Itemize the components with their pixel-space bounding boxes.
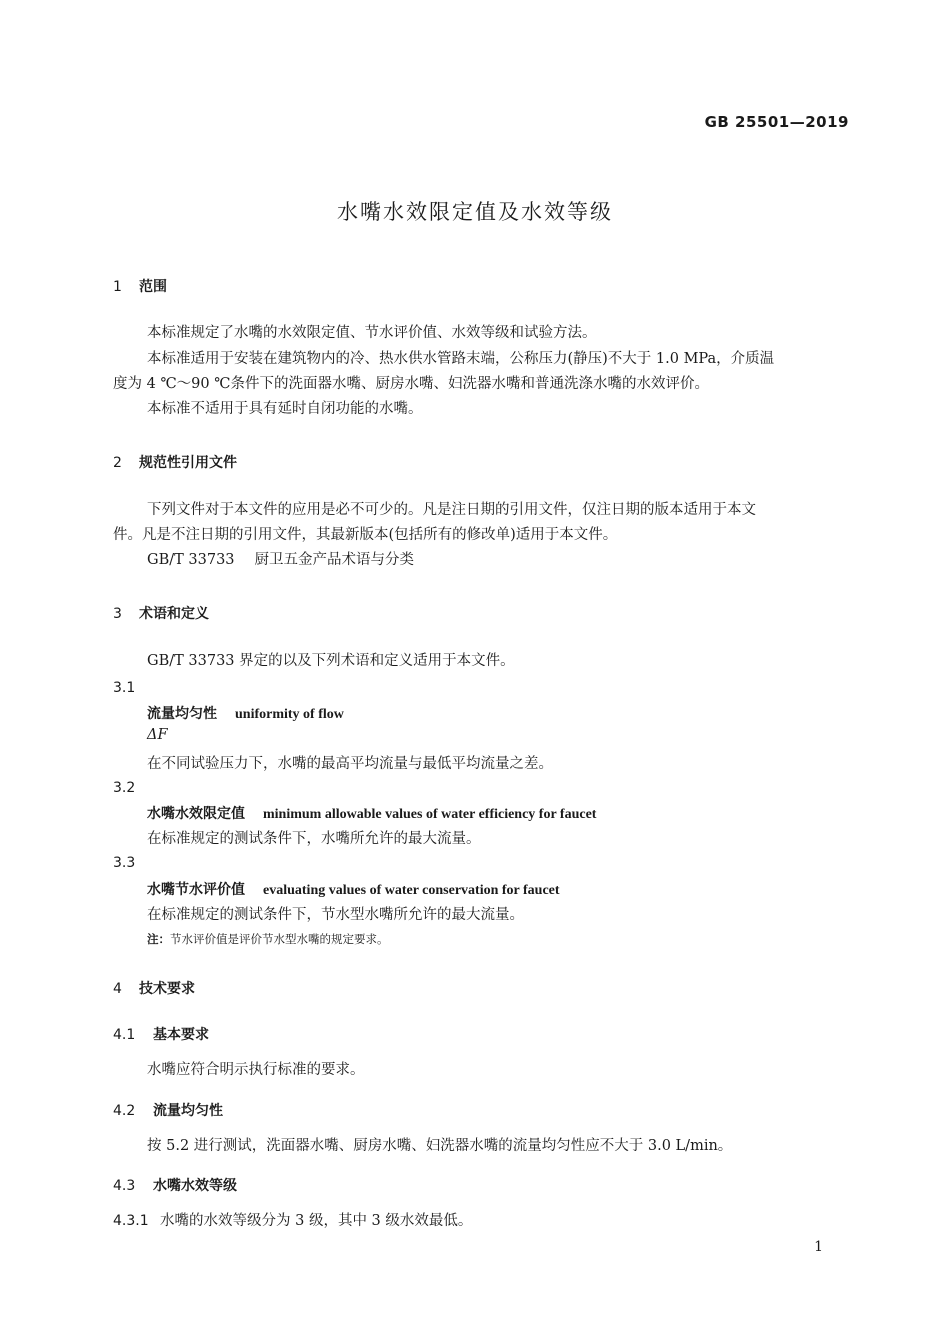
section-title: 范围 (139, 279, 167, 295)
paragraph-line: 度为 4 ℃～90 ℃条件下的洗面器水嘴、厨房水嘴、妇洗器水嘴和普通洗涤水嘴的水效评价。 (113, 376, 709, 392)
paragraph: 水嘴应符合明示执行标准的要求。 (147, 1062, 365, 1078)
clause-title: 基本要求 (153, 1027, 209, 1043)
clause-number (113, 1213, 160, 1229)
term-definition: 在标准规定的测试条件下，水嘴所允许的最大流量。 (147, 831, 481, 847)
term-entry (147, 879, 560, 899)
section-title: 技术要求 (139, 981, 195, 997)
clause-4-3-1 (113, 1210, 850, 1233)
term-english: minimum allowable values of water efficiency for faucet (263, 807, 597, 822)
term-chinese: 水嘴节水评价值 (147, 882, 245, 898)
term-english: uniformity of flow (235, 707, 344, 722)
section-number: 4 (113, 981, 122, 997)
term-number: 3.3 (113, 855, 136, 871)
section-title: 术语和定义 (139, 606, 209, 622)
clause-4-2-heading (113, 1100, 223, 1120)
paragraph: 本标准不适用于具有延时自闭功能的水嘴。 (147, 401, 423, 417)
paragraph: 本标准规定了水嘴的水效限定值、节水评价值、水效等级和试验方法。 (147, 325, 597, 341)
term-entry (147, 703, 344, 723)
section-2-heading (113, 452, 237, 472)
clause-number: 4.3 (113, 1178, 136, 1194)
section-1-heading (113, 276, 167, 296)
clause-4-3-heading (113, 1175, 237, 1195)
paragraph: GB/T 33733 界定的以及下列术语和定义适用于本文件。 (147, 653, 515, 669)
paragraph-line: 下列文件对于本文件的应用是必不可少的。凡是注日期的引用文件，仅注日期的版本适用于本文 (147, 502, 756, 518)
term-number: 3.2 (113, 780, 136, 796)
term-chinese: 流量均匀性 (147, 706, 217, 722)
section-3-heading (113, 603, 209, 623)
section-4-heading (113, 978, 195, 998)
note-text: 节水评价值是评价节水型水嘴的规定要求。 (170, 932, 389, 946)
term-definition: 在标准规定的测试条件下，节水型水嘴所允许的最大流量。 (147, 907, 524, 923)
section-number: 3 (113, 606, 122, 622)
term-symbol: ΔF (147, 727, 168, 743)
clause-title: 水嘴水效等级 (153, 1178, 237, 1194)
clause-number: 4.2 (113, 1103, 136, 1119)
page-number: 1 (814, 1239, 823, 1255)
paragraph-line: 件。凡是不注日期的引用文件，其最新版本(包括所有的修改单)适用于本文件。 (113, 527, 618, 543)
normative-reference (113, 549, 850, 572)
note-label: 注： (147, 932, 170, 946)
clause-text: 水嘴的水效等级分为 3 级，其中 3 级水效最低。 (160, 1213, 473, 1229)
document-title: 水嘴水效限定值及水效等级 (337, 200, 613, 224)
term-chinese: 水嘴水效限定值 (147, 806, 245, 822)
reference-code: GB/T 33733 (147, 552, 235, 568)
section-title: 规范性引用文件 (139, 455, 237, 471)
term-entry (147, 803, 596, 823)
term-note (147, 931, 389, 947)
standard-number: GB 25501—2019 (704, 113, 849, 131)
clause-number: 4.1 (113, 1027, 136, 1043)
paragraph: 按 5.2 进行测试，洗面器水嘴、厨房水嘴、妇洗器水嘴的流量均匀性应不大于 3.0 L/min。 (147, 1138, 733, 1154)
term-number: 3.1 (113, 680, 136, 696)
section-number: 1 (113, 279, 122, 295)
clause-number-text: 4.3.1 (113, 1213, 149, 1229)
section-number: 2 (113, 455, 122, 471)
term-definition: 在不同试验压力下，水嘴的最高平均流量与最低平均流量之差。 (147, 756, 553, 772)
term-english: evaluating values of water conservation for faucet (263, 883, 560, 898)
clause-4-1-heading (113, 1024, 209, 1044)
paragraph-line: 本标准适用于安装在建筑物内的冷、热水供水管路末端，公称压力(静压)不大于 1.0 MPa，介质温 (147, 351, 775, 367)
clause-title: 流量均匀性 (153, 1103, 223, 1119)
reference-title: 厨卫五金产品术语与分类 (254, 552, 415, 568)
